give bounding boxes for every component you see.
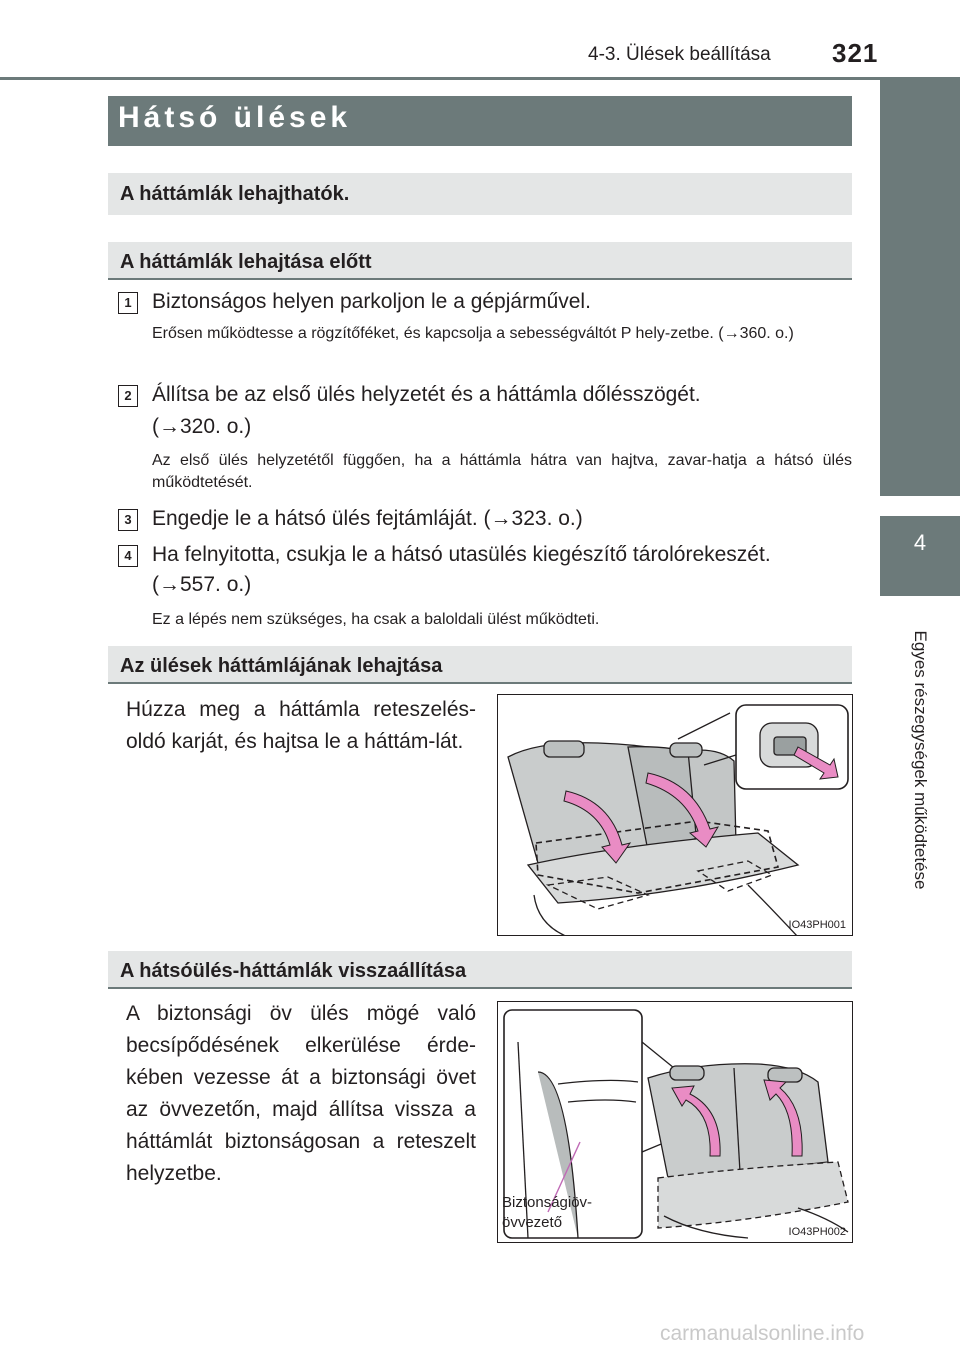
chapter-number: 4 bbox=[913, 530, 927, 555]
section-fold-text: Húzza meg a háttámla reteszelés-oldó karját, és hajtsa le a háttám-lát. bbox=[126, 698, 476, 753]
section-fold-title: Az ülések háttámlájának lehajtása bbox=[120, 655, 443, 677]
footer-watermark: carmanualsonline.info bbox=[660, 1322, 865, 1345]
chapter-tab-upper bbox=[880, 78, 960, 496]
step-3-text: Engedje le a hátsó ülés fejtámláját. (→323. o.) bbox=[152, 507, 583, 530]
belt-guide-label-line-1: Biztonságiöv- bbox=[502, 1194, 593, 1211]
belt-guide-label-line-2: övvezető bbox=[502, 1214, 563, 1231]
fold-figure-code: IO43PH001 bbox=[788, 919, 846, 931]
step-2-note: Az első ülés helyzetétől függően, ha a háttámla hátra van hajtva, zavar-hatja a hátsó ülés működtetését. bbox=[152, 452, 852, 492]
main-title: Hátsó ülések bbox=[118, 101, 352, 134]
step-4-reference: (→557. o.) bbox=[152, 573, 252, 596]
page-number: 321 bbox=[832, 38, 879, 68]
step-4-text: Ha felnyitotta, csukja le a hátsó utasülés kiegészítő tárolórekeszét. bbox=[152, 543, 771, 566]
fold-seat-illustration bbox=[497, 694, 853, 936]
section-restore-title: A hátsóülés-háttámlák visszaállítása bbox=[120, 960, 467, 982]
chapter-title: Egyes részegységek működtetése bbox=[911, 630, 930, 890]
chapter-tab-number-box bbox=[880, 516, 960, 596]
step-number-2: 2 bbox=[118, 385, 138, 407]
restore-figure-code: IO43PH002 bbox=[788, 1226, 846, 1238]
step-4-note: Ez a lépés nem szükséges, ha csak a baloldali ülést működteti. bbox=[152, 611, 600, 628]
restore-seat-illustration bbox=[497, 1001, 853, 1243]
section-restore-text: A biztonsági öv ülés mögé való becsípődésének elkerülése érde-kében vezesse át a biztonsági övet az övvezetőn, majd állítsa vissza a háttámlát biztonságosan a reteszelt helyzetbe. bbox=[126, 1002, 476, 1185]
step-2-reference: (→320. o.) bbox=[152, 415, 252, 438]
step-number-1: 1 bbox=[118, 292, 138, 314]
step-1-text: Biztonságos helyen parkoljon le a gépjárművel. bbox=[152, 290, 591, 313]
step-number-4: 4 bbox=[118, 545, 138, 567]
step-1-note: Erősen működtesse a rögzítőféket, és kapcsolja a sebességváltót P hely-zetbe. (→360. o.) bbox=[152, 325, 794, 342]
header-divider bbox=[0, 77, 960, 80]
section-before-title: A háttámlák lehajtása előtt bbox=[120, 251, 372, 273]
intro-text: A háttámlák lehajthatók. bbox=[120, 183, 350, 205]
step-number-3: 3 bbox=[118, 509, 138, 531]
header-section-title: 4-3. Ülések beállítása bbox=[588, 44, 771, 65]
fold-seat-drawing bbox=[498, 695, 853, 936]
step-2-text: Állítsa be az első ülés helyzetét és a háttámla dőlésszögét. bbox=[152, 383, 701, 406]
